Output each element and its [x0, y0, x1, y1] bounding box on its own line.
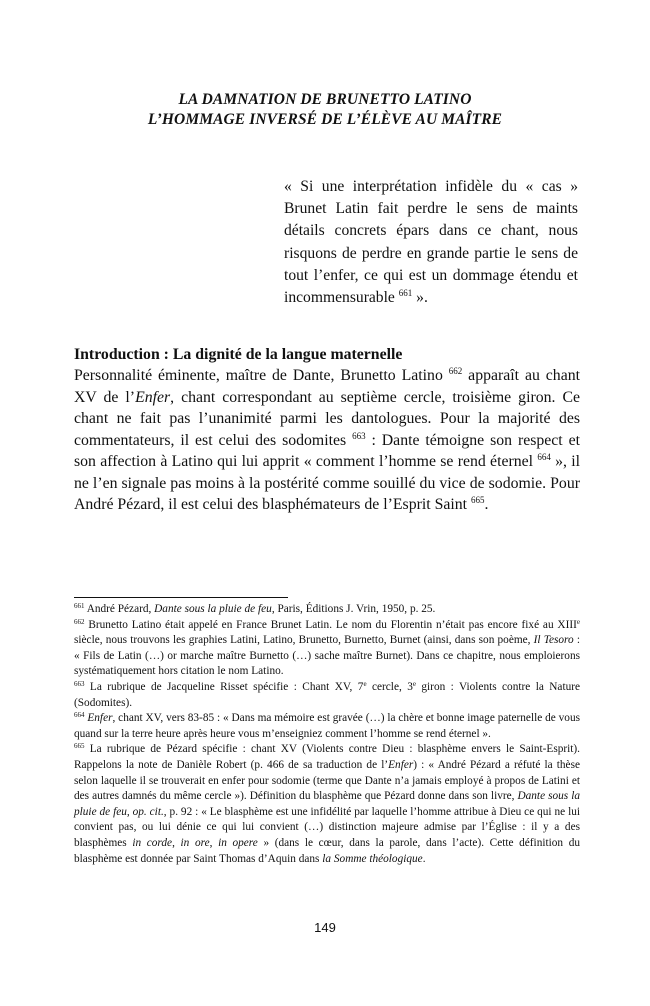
- footnote-text: ,: [172, 836, 181, 849]
- footnote-superscript: e: [363, 679, 367, 688]
- epigraph-text: « Si une interprétation infidèle du « cas » Brunet Latin fait perdre le sens de maints détails concrets épars dans ce chant, nous risquons de perdre en grande partie le sens de tout l’enfer, ce qui est un dommage étendu et incommensurable: [284, 178, 578, 307]
- page-number: 149: [314, 920, 336, 935]
- footnote-superscript: e: [412, 679, 416, 688]
- footnote-number: 663: [74, 679, 85, 688]
- footnote-text: giron : Violents contre la Nature (Sodomites).: [74, 680, 581, 709]
- chapter-subtitle: L’HOMMAGE INVERSÉ DE L’ÉLÈVE AU MAÎTRE: [147, 111, 503, 128]
- footnotes-block: [74, 602, 580, 867]
- footnote-text: .: [422, 852, 426, 865]
- footnote-italic: Dante sous la pluie de feu, op. cit.: [74, 790, 580, 818]
- body-text-segment: Personnalité éminente, maître de Dante, Brunetto Latino: [74, 367, 449, 384]
- footnote-text: André Pézard,: [84, 603, 155, 615]
- epigraph-quote: [284, 176, 578, 309]
- footnote-number: 661: [74, 602, 85, 610]
- footnote-text: , p. 92 : « Le blasphème est une infidélité par laquelle l’homme attribue à Dieu ce qui ne lui convient pas, ou lui dénie ce qui lui convient (…) distinction majeure admise par l’Église : il y a des blasphèmes: [74, 805, 580, 849]
- footnote-text: cercle, 3: [366, 680, 413, 693]
- body-text-segment: : Dante témoigne son respect et son affection à Latino qui lui apprit « comment l’homme se rend éternel: [74, 431, 580, 470]
- footnote-663: [74, 680, 580, 711]
- footnote-ref-662[interactable]: 662: [448, 366, 463, 376]
- footnote-text: » (dans le cœur, dans la parole, dans l’acte). Cette définition du blasphème est donnée par Saint Thomas d’Aquin dans: [74, 836, 580, 865]
- footnote-italic: in corde: [132, 836, 173, 849]
- section-heading: Introduction : La dignité de la langue maternelle: [74, 346, 403, 363]
- body-text-segment: , chant correspondant au septième cercle, troisième giron. Ce chant ne fait pas l’unanimité parmi les dantologues. Pour la majorité des commentateurs, il est celui des sodomites: [74, 388, 580, 449]
- footnote-text: Brunetto Latino était appelé en France Brunet Latin. Le nom du Florentin n’était pas encore fixé au XIII: [84, 618, 577, 631]
- footnote-number: 665: [74, 742, 85, 751]
- footnote-text: siècle, nous trouvons les graphies Latini, Latino, Brunetto, Burnetto, Burnet (ainsi, dans son poème,: [74, 634, 534, 647]
- epigraph-closing: ».: [412, 289, 428, 307]
- body-text-segment: .: [484, 496, 489, 513]
- footnote-italic: la Somme théologique: [322, 852, 423, 865]
- footnote-ref-663[interactable]: 663: [352, 430, 366, 441]
- chapter-title-block: [0, 90, 650, 130]
- footnote-italic: Enfer: [87, 712, 113, 725]
- footnote-text: La rubrique de Pézard spécifie : chant XV (Violents contre Dieu : blasphème envers le Saint-Esprit). Rappelons la note de Danièle Robert (p. 466 de sa traduction de l’: [74, 743, 580, 771]
- footnote-number: 664: [74, 711, 85, 720]
- footnote-text: , chant XV, vers 83-85 : « Dans ma mémoire est gravée (…) la chère et bonne image paternelle de vous quand sur la terre heure après heure vous m’enseigniez comment l’homme se rend éternel ».: [74, 712, 580, 740]
- footnote-ref-661[interactable]: 661: [398, 288, 413, 299]
- footnote-665: [74, 742, 580, 867]
- footnote-text: La rubrique de Jacqueline Risset spécifie : Chant XV, 7: [84, 680, 364, 693]
- footnote-ref-665[interactable]: 665: [471, 495, 485, 505]
- footnote-664: [74, 711, 580, 742]
- footnote-text: ,: [209, 836, 219, 849]
- body-text-segment: », il ne l’en signale pas moins à la postérité comme souillé du vice de sodomie. Pour André Pézard, il est celui des blasphémateurs de l’Esprit Saint: [74, 453, 580, 513]
- footnote-662: [74, 618, 580, 680]
- footnote-ref-664[interactable]: 664: [537, 452, 551, 462]
- footnote-italic: Enfer: [388, 758, 414, 771]
- footnote-separator: [74, 597, 288, 598]
- footnote-number: 662: [74, 617, 85, 626]
- footnote-superscript: e: [576, 617, 580, 626]
- footnote-text: : « Fils de Latin (…) or marche maître Burnetto (…) sache maître Burnet). Dans ce chapitre, nous emploierons systématiquement hors citation le nom Latino.: [74, 634, 580, 678]
- footnote-661: [74, 602, 580, 618]
- body-paragraph: [74, 365, 580, 516]
- footnote-text: , Paris, Éditions J. Vrin, 1950, p. 25.: [271, 603, 436, 615]
- footnote-text: ) : « André Pézard a réfuté la thèse selon laquelle il se trouverait en enfer pour sodomie (terme que Dante n’a jamais employé à propos de Latini et des autres damnés du même cercle »). Définition du blasphème que Pézard donne dans son livre,: [74, 758, 580, 803]
- footnote-italic: Dante sous la pluie de feu: [154, 603, 272, 615]
- body-text-segment: apparaît au chant XV de l’: [74, 367, 580, 406]
- chapter-title: LA DAMNATION DE BRUNETTO LATINO: [178, 91, 472, 108]
- footnote-italic: in opere: [218, 836, 258, 849]
- footnote-italic: in ore: [180, 836, 210, 849]
- footnote-italic: Il Tesoro: [533, 634, 574, 647]
- body-text-italic: Enfer: [135, 388, 171, 406]
